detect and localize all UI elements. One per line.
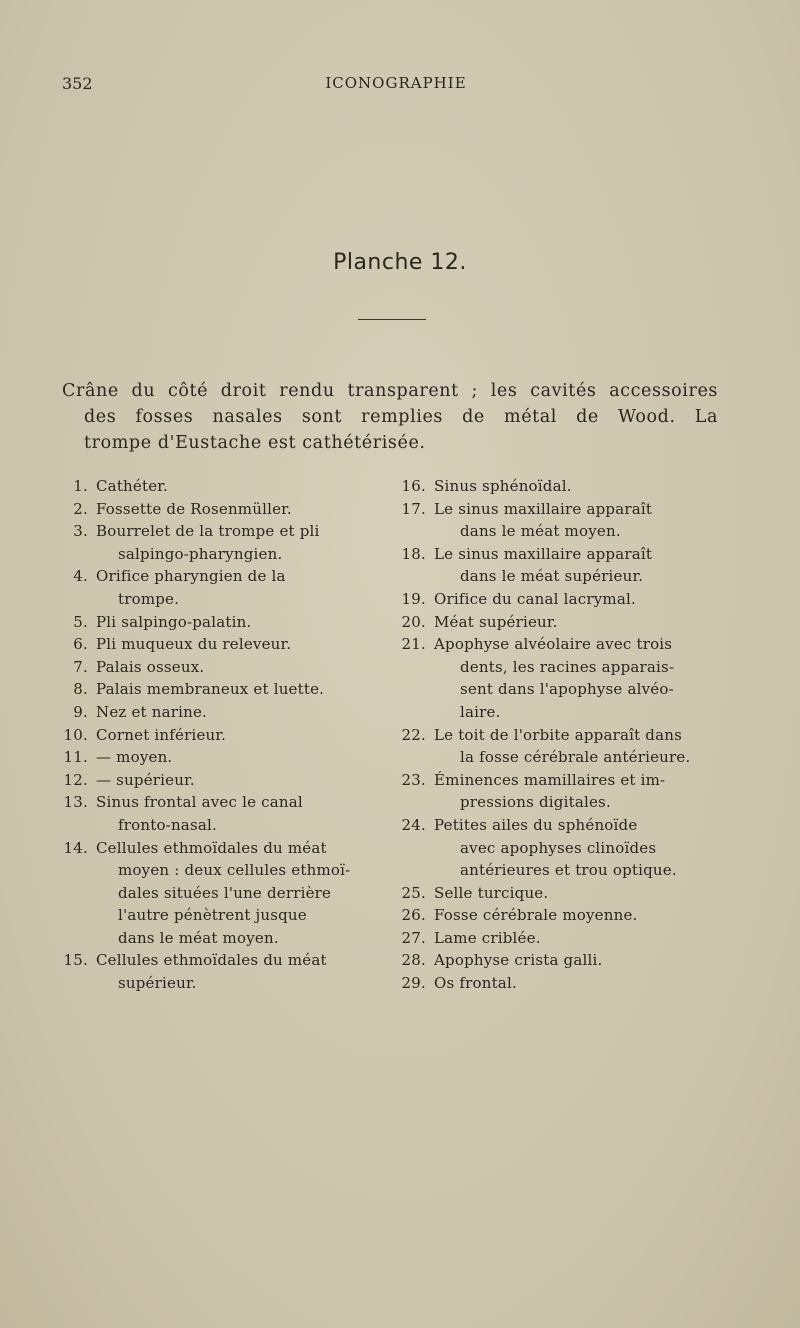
legend-text: — supérieur. (96, 770, 195, 789)
legend-number: 9. (73, 702, 88, 721)
legend-item (62, 724, 372, 747)
legend-item (62, 678, 372, 701)
running-head: ICONOGRAPHIE (325, 74, 467, 92)
legend-text: antérieures et trou optique. (460, 861, 677, 880)
legend-item (62, 837, 372, 950)
legend-item (62, 746, 372, 769)
legend-number: 10. (63, 725, 88, 744)
legend-item (388, 949, 718, 972)
legend-text: Méat supérieur. (434, 612, 558, 631)
legend-text: Cellules ethmoïdales du méat (96, 838, 327, 857)
legend-number: 5. (73, 612, 88, 631)
legend-text: dents, les racines apparais- (460, 657, 675, 676)
legend-text: dans le méat supérieur. (460, 567, 644, 586)
legend-text: trompe. (118, 589, 180, 608)
legend-number: 29. (401, 974, 426, 993)
legend-item (388, 769, 718, 814)
caption-line: trompe d'Eustache est cathétérisée. (84, 433, 426, 453)
page-number: 352 (62, 74, 93, 93)
legend-text: fronto-nasal. (118, 815, 217, 834)
legend-text: Pli muqueux du releveur. (96, 635, 292, 654)
legend-number: 27. (401, 928, 426, 947)
legend-number: 20. (401, 612, 426, 631)
legend-number: 14. (63, 838, 88, 857)
legend-text: Palais osseux. (96, 657, 205, 676)
legend-item (62, 475, 372, 498)
page-header (62, 74, 730, 98)
legend-text: laire. (460, 702, 501, 721)
legend-text: Bourrelet de la trompe et pli (96, 522, 320, 541)
legend-number: 19. (401, 589, 426, 608)
legend-text: Cellules ethmoïdales du méat (96, 951, 327, 970)
legend-text: Orifice du canal lacrymal. (434, 589, 636, 608)
plate-caption (62, 378, 718, 456)
legend-item (62, 656, 372, 679)
legend-text: Le sinus maxillaire apparaît (434, 499, 653, 518)
legend-number: 28. (401, 951, 426, 970)
legend-item (62, 633, 372, 656)
legend-item (62, 520, 372, 565)
legend-number: 22. (401, 725, 426, 744)
legend-text: avec apophyses clinoïdes (460, 838, 657, 857)
legend-item (388, 588, 718, 611)
legend-text: la fosse cérébrale antérieure. (460, 748, 691, 767)
legend-text: Apophyse crista galli. (434, 951, 603, 970)
legend-text: dans le méat moyen. (118, 928, 279, 947)
legend-text: Fosse cérébrale moyenne. (434, 906, 638, 925)
legend-item (388, 611, 718, 634)
legend-item (388, 498, 718, 543)
legend-number: 25. (401, 883, 426, 902)
legend-number: 18. (401, 544, 426, 563)
legend-text: Pli salpingo-palatin. (96, 612, 252, 631)
legend-number: 23. (401, 770, 426, 789)
legend-text: salpingo-pharyngien. (118, 544, 283, 563)
legend-item (62, 565, 372, 610)
legend-text: Selle turcique. (434, 883, 549, 902)
legend-number: 3. (73, 522, 88, 541)
legend-text: pressions digitales. (460, 793, 611, 812)
legend-number: 2. (73, 499, 88, 518)
legend-text: sent dans l'apophyse alvéo- (460, 680, 674, 699)
legend-item (388, 475, 718, 498)
legend-item (62, 611, 372, 634)
legend-number: 21. (401, 635, 426, 654)
legend-number: 16. (401, 477, 426, 495)
legend-column-right (388, 475, 718, 995)
legend-item (62, 498, 372, 521)
legend-column-left (62, 475, 372, 995)
plate-title: Planche 12. (333, 250, 467, 275)
legend-item (388, 633, 718, 723)
caption-line: Crâne du côté droit rendu transparent ; les cavités accessoires (62, 381, 718, 401)
caption-line: des fosses nasales sont remplies de métal de Wood. La (84, 407, 718, 427)
legend-text: Apophyse alvéolaire avec trois (434, 635, 673, 654)
legend-text: Palais membraneux et luette. (96, 680, 325, 699)
legend-text: Cathéter. (96, 477, 168, 495)
legend-text: Cornet inférieur. (96, 725, 227, 744)
legend-number: 6. (73, 635, 88, 654)
legend-number: 15. (63, 951, 88, 970)
legend-item (388, 972, 718, 995)
legend-text: Sinus frontal avec le canal (96, 793, 303, 812)
legend-item (388, 724, 718, 769)
legend-number: 17. (401, 499, 426, 518)
legend-item (62, 769, 372, 792)
legend-number: 26. (401, 906, 426, 925)
legend-number: 8. (73, 680, 88, 699)
legend-item (62, 701, 372, 724)
legend-text: — moyen. (96, 748, 173, 767)
legend-text: Éminences mamillaires et im- (434, 770, 666, 789)
legend-number: 24. (401, 815, 426, 834)
legend-item (388, 882, 718, 905)
legend-number: 7. (73, 657, 88, 676)
legend-item (388, 543, 718, 588)
legend-number: 13. (63, 793, 88, 812)
legend-text: dans le méat moyen. (460, 522, 621, 541)
legend-text: Orifice pharyngien de la (96, 567, 286, 586)
divider-rule (358, 319, 426, 320)
legend-number: 4. (73, 567, 88, 586)
legend-text: Os frontal. (434, 974, 517, 993)
legend-text: Le sinus maxillaire apparaît (434, 544, 653, 563)
legend-item (388, 927, 718, 950)
legend-text: Nez et narine. (96, 702, 208, 721)
legend-text: Fossette de Rosenmüller. (96, 499, 292, 518)
legend-item (62, 791, 372, 836)
legend-number: 1. (73, 477, 88, 495)
legend-text: Sinus sphénoïdal. (434, 477, 572, 495)
legend-text: dales situées l'une derrière (118, 883, 332, 902)
legend-text: Petites ailes du sphénoïde (434, 815, 638, 834)
legend-text: l'autre pénètrent jusque (118, 906, 307, 925)
legend-number: 12. (63, 770, 88, 789)
legend-item (62, 949, 372, 994)
legend-text: Le toit de l'orbite apparaît dans (434, 725, 682, 744)
legend-number: 11. (63, 748, 88, 767)
legend-item (388, 904, 718, 927)
legend-item (388, 814, 718, 882)
legend-text: supérieur. (118, 974, 197, 993)
legend-text: moyen : deux cellules ethmoï- (118, 861, 351, 880)
legend-text: Lame criblée. (434, 928, 541, 947)
